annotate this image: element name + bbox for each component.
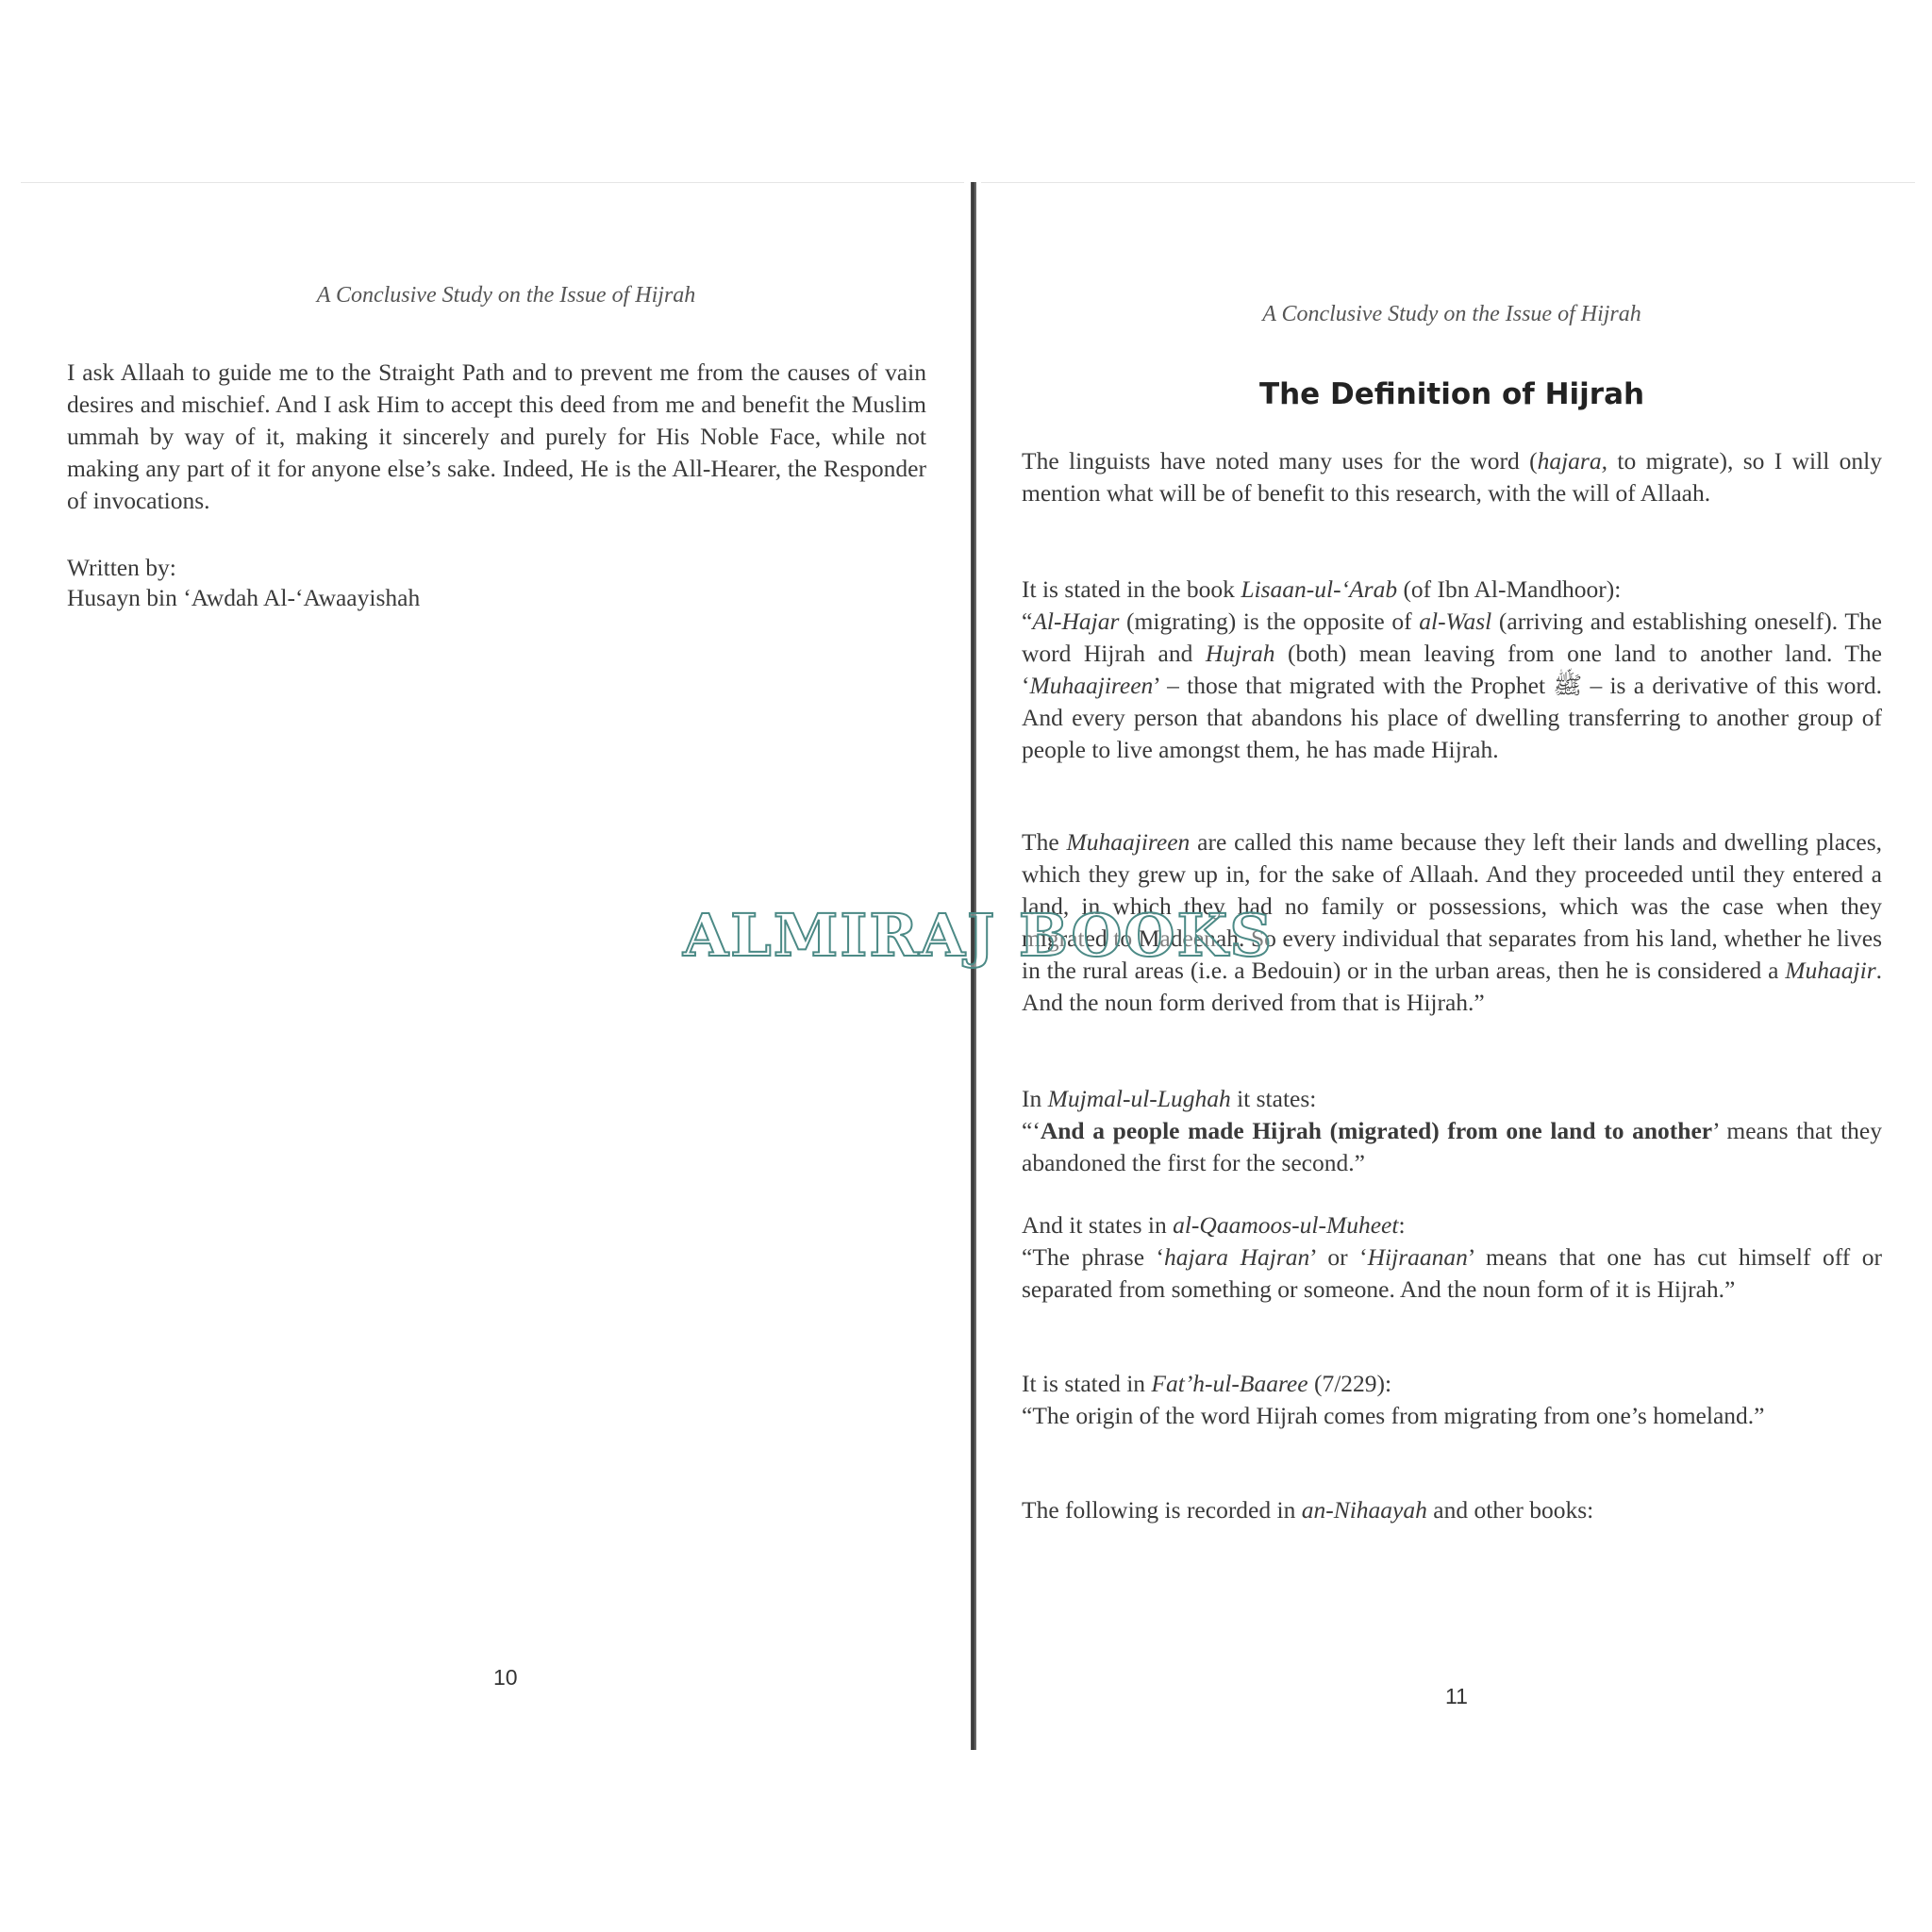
signature-block [67, 553, 420, 613]
chapter-title: The Definition of Hijrah [1258, 377, 1645, 411]
qaamoos-quote: “The phrase ‘hajara Hajran’ or ‘Hijraanan’ means that one has cut himself off or separated from something or someone. And the noun form of it is Hijrah.” [1022, 1243, 1882, 1303]
left-page-number: 10 [493, 1665, 518, 1690]
muhaajireen-paragraph: The Muhaajireen are called this name because they left their lands and dwelling places, which they grew up in, for the sake of Allaah. And they proceeded until they entered a land, in which they had no family or possessions, which was the case when they migrated to Madeenah. So every individual that separates from his land, whether he lives in the rural areas (i.e. a Bedouin) or in the urban areas, then he is considered a Muhaajir. And the noun form derived from that is Hijrah.” [1022, 828, 1882, 1016]
mujmal-quote: “‘And a people made Hijrah (migrated) from one land to another’ means that they abandoned the first for the second.” [1022, 1117, 1882, 1176]
lisaan-lead: It is stated in the book Lisaan-ul-‘Arab (of Ibn Al-Mandhoor): [1022, 575, 1622, 603]
fath-lead: It is stated in Fat’h-ul-Baaree (7/229): [1022, 1370, 1392, 1397]
left-paragraph: I ask Allaah to guide me to the Straight Path and to prevent me from the causes of vain desires and mischief. And I ask Him to accept this deed from me and benefit the Muslim ummah by way of it, making it sincerely and purely for His Noble Face, while not making any part of it for anyone else’s sake. Indeed, He is the All-Hearer, the Responder of invocations. [67, 358, 926, 514]
left-page [67, 283, 926, 611]
fath-section [1022, 1368, 1882, 1432]
book-spine [971, 182, 976, 1750]
right-running-header: A Conclusive Study on the Issue of Hijrah [1262, 302, 1641, 326]
author-name: Husayn bin ‘Awdah Al-‘Awaayishah [67, 584, 421, 611]
left-running-header: A Conclusive Study on the Issue of Hijrah [316, 283, 696, 308]
nihaayah-paragraph: The following is recorded in an-Nihaayah and other books: [1022, 1496, 1594, 1524]
right-page-number: 11 [1445, 1684, 1468, 1708]
intro-paragraph: The linguists have noted many uses for the word (hajara, to migrate), so I will only mention what will be of benefit to this research, with the will of Allaah. [1022, 447, 1882, 507]
left-page-top-edge [21, 182, 964, 183]
qaamoos-section [1022, 1209, 1882, 1306]
mujmal-section [1022, 1083, 1882, 1179]
written-by-label: Written by: [67, 554, 176, 581]
lisaan-quote: “Al-Hajar (migrating) is the opposite of al-Wasl (arriving and establishing oneself). The word Hijrah and Hujrah (both) mean leaving from one land to another land. The ‘Muhaajireen’ – those that migrated with the Prophet ﷺ – is a derivative of this word. And every person that abandons his place of dwelling transferring to another group of people to live amongst them, he has made Hijrah. [1022, 608, 1882, 763]
fath-quote: “The origin of the word Hijrah comes from migrating from one’s homeland.” [1022, 1402, 1765, 1429]
right-page [1022, 302, 1882, 1524]
lisaan-section [1022, 574, 1882, 766]
mujmal-lead: In Mujmal-ul-Lughah it states: [1022, 1085, 1317, 1112]
watermark: ALMIRAJ BOOKS [683, 901, 1274, 970]
right-page-top-edge [981, 182, 1915, 183]
qaamoos-lead: And it states in al-Qaamoos-ul-Muheet: [1022, 1211, 1406, 1239]
